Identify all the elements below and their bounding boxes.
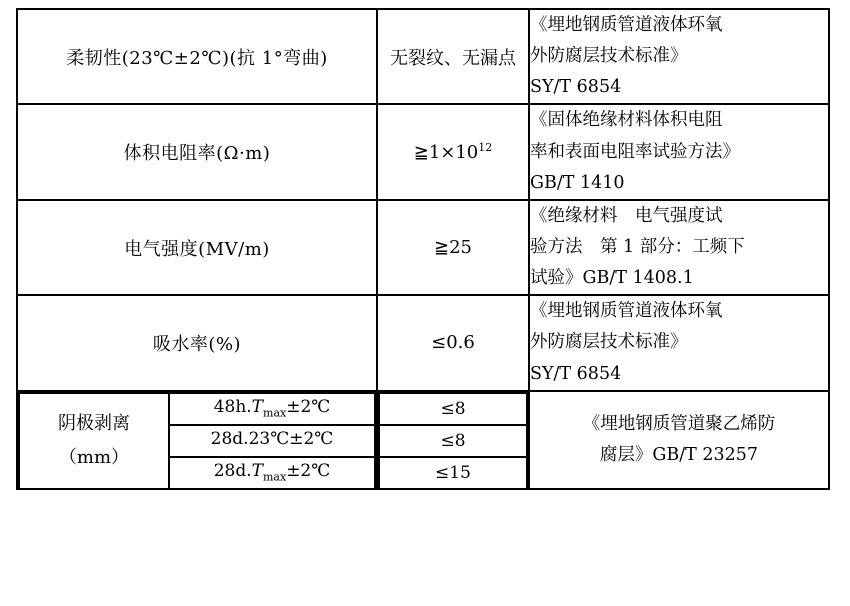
standard-cell bbox=[529, 104, 829, 199]
cathodic-label-line1: 阴极剥离 bbox=[58, 412, 130, 434]
property-cell: 电气强度(MV/m) bbox=[17, 200, 377, 295]
value-text: ≧1×10 bbox=[413, 142, 479, 164]
value-cell: ≤0.6 bbox=[377, 295, 529, 390]
standard-cell bbox=[529, 9, 829, 104]
condition-post: ±2℃ bbox=[286, 397, 331, 418]
table-row bbox=[17, 295, 829, 390]
standard-line: 《固体绝缘材料体积电阻 bbox=[530, 110, 723, 131]
property-cell: 体积电阻率(Ω·m) bbox=[17, 104, 377, 199]
value-exponent: 12 bbox=[478, 141, 493, 155]
property-cell: 柔韧性(23℃±2℃)(抗 1°弯曲) bbox=[17, 9, 377, 104]
standard-line: 《绝缘材料 电气强度试 bbox=[530, 205, 723, 226]
standard-line: 《埋地钢质管道液体环氧 bbox=[530, 301, 723, 322]
standard-line: 试验》GB/T 1408.1 bbox=[530, 268, 694, 289]
standard-line: SY/T 6854 bbox=[530, 363, 622, 384]
table-row bbox=[17, 9, 829, 104]
standard-cell bbox=[529, 391, 829, 489]
condition-symbol: T bbox=[251, 397, 264, 418]
standard-line: 外防腐层技术标准》 bbox=[530, 332, 688, 353]
condition-pre: 28d. bbox=[213, 461, 252, 482]
property-cell-group bbox=[17, 391, 377, 489]
value-cell bbox=[377, 104, 529, 199]
condition-post: ±2℃ bbox=[286, 461, 331, 482]
value-cell: ≤8 bbox=[379, 425, 527, 457]
standard-line: 腐层》GB/T 23257 bbox=[599, 444, 759, 465]
value-cell: ≧25 bbox=[377, 200, 529, 295]
condition-cell bbox=[169, 457, 375, 488]
standard-line: 外防腐层技术标准》 bbox=[530, 46, 688, 67]
value-cell-group bbox=[377, 391, 529, 489]
standard-line: 《埋地钢质管道聚乙烯防 bbox=[582, 413, 776, 434]
cathodic-label-cell bbox=[19, 393, 169, 488]
cathodic-label-line2: （mm） bbox=[58, 446, 130, 468]
standard-cell bbox=[529, 200, 829, 295]
table-row bbox=[17, 104, 829, 199]
condition-cell bbox=[169, 425, 375, 457]
condition-subscript: max bbox=[262, 470, 287, 484]
condition-subscript: max bbox=[263, 406, 287, 420]
standard-line: GB/T 1410 bbox=[530, 172, 625, 193]
specification-table bbox=[16, 8, 830, 490]
standard-line: 验方法 第 1 部分：工频下 bbox=[530, 236, 745, 257]
document-page bbox=[0, 8, 850, 606]
value-cell: 无裂纹、无漏点 bbox=[377, 9, 529, 104]
condition-symbol: T bbox=[251, 461, 263, 482]
standard-line: SY/T 6854 bbox=[530, 77, 622, 98]
property-cell: 吸水率(%) bbox=[17, 295, 377, 390]
standard-line: 率和表面电阻率试验方法》 bbox=[530, 141, 740, 162]
value-cell: ≤8 bbox=[379, 393, 527, 425]
table-row-cathodic-disbonding bbox=[17, 391, 829, 489]
condition-pre: 48h. bbox=[213, 397, 252, 418]
condition-cell bbox=[169, 393, 375, 425]
table-row bbox=[17, 200, 829, 295]
standard-line: 《埋地钢质管道液体环氧 bbox=[530, 15, 723, 35]
condition-pre: 28d.23℃±2℃ bbox=[210, 429, 334, 450]
standard-cell bbox=[529, 295, 829, 390]
value-cell: ≤15 bbox=[379, 457, 527, 488]
